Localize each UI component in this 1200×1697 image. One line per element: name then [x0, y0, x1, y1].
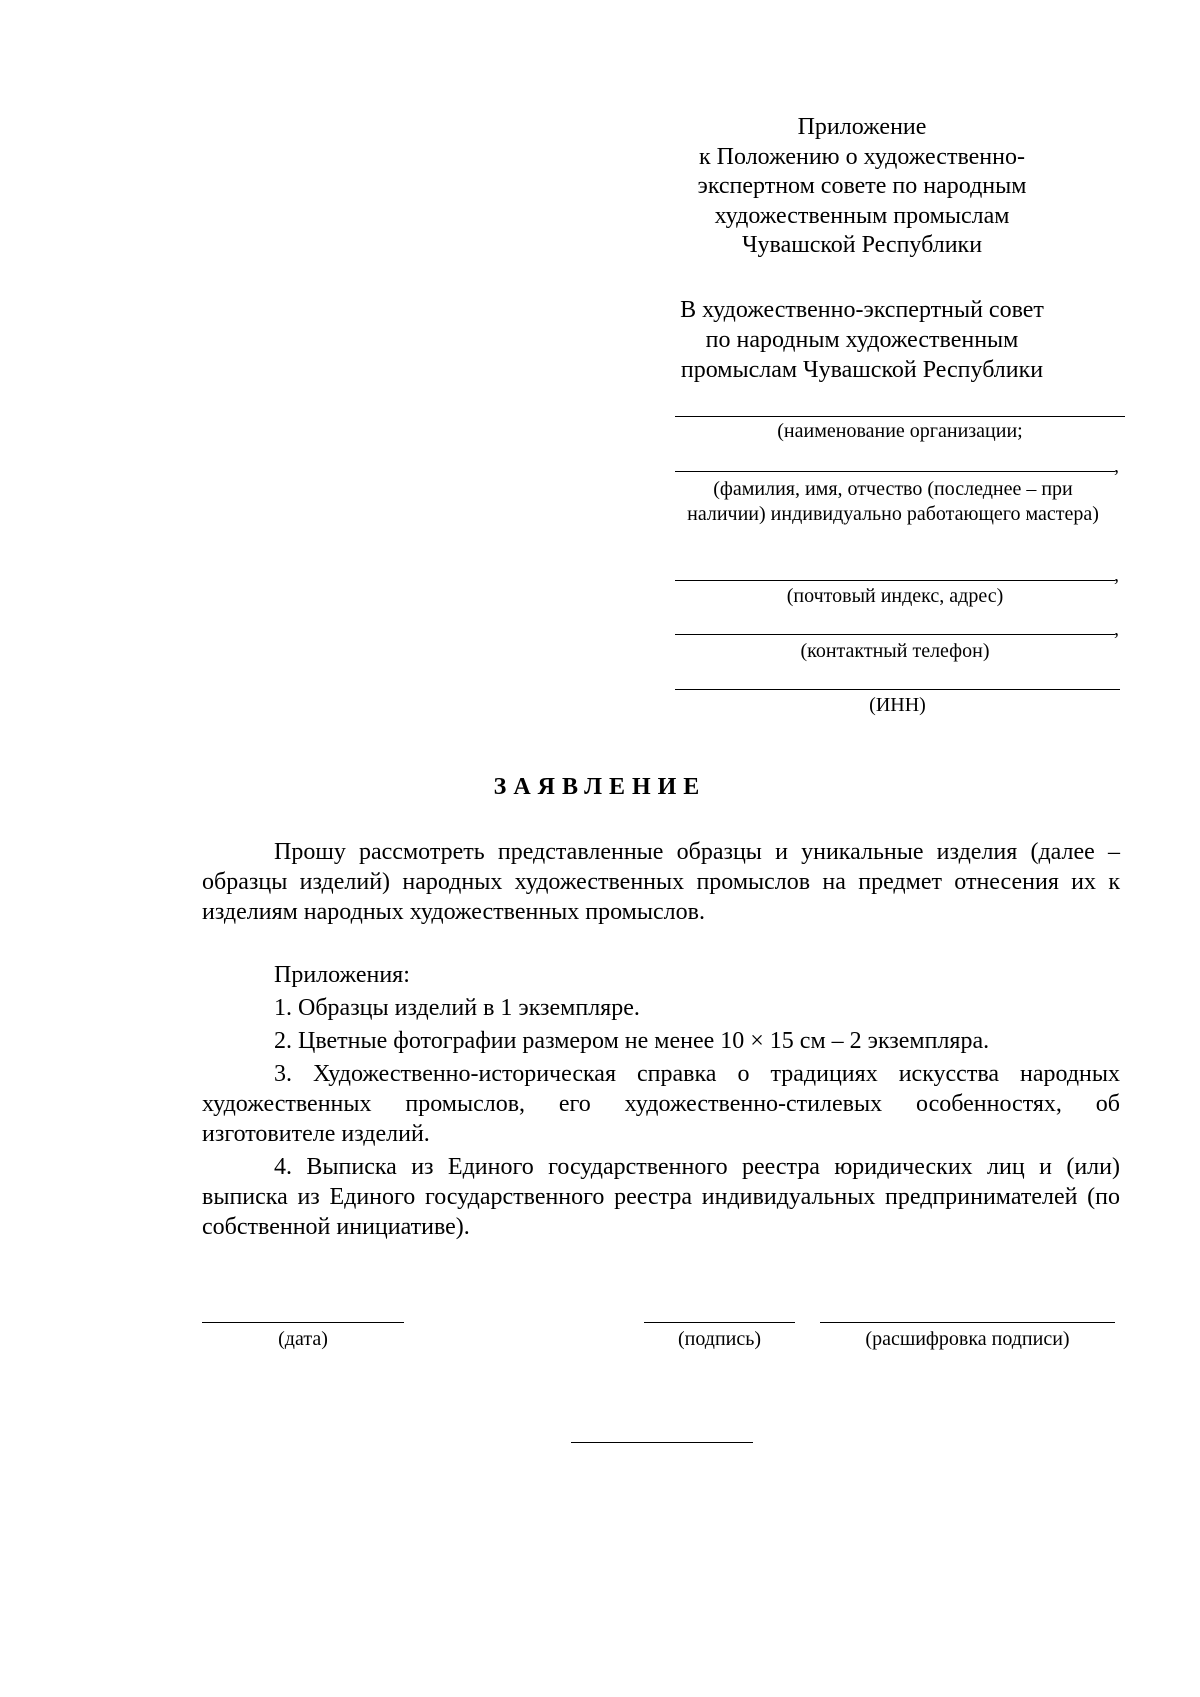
appendix-line: Приложение [797, 114, 927, 140]
attachment-item: 4. Выписка из Единого государственного реестра юридических лиц и (или) выписка из Единого государственного реестра индивидуальных предпринимателей (по собственной инициативе). [202, 1154, 1120, 1240]
appendix-line: экспертном совете по народным [697, 173, 1027, 199]
organization-caption: (наименование организации; [777, 420, 1023, 442]
attachments-heading: Приложения: [274, 962, 410, 988]
attachments-section [202, 960, 1120, 1242]
master-name-comma: , [1114, 455, 1119, 477]
request-text: Прошу рассмотреть представленные образцы и уникальные изделия (далее – образцы изделий) народных художественных промыслов на предмет отнесения их к изделиям народных художественных промыслов. [202, 839, 1120, 925]
signature-line[interactable] [644, 1322, 795, 1323]
address-line[interactable] [675, 580, 1115, 581]
document-title: ЗАЯВЛЕНИЕ [493, 774, 707, 800]
address-comma: , [1114, 564, 1119, 586]
attachment-item: 2. Цветные фотографии размером не менее 10 × 15 см – 2 экземпляра. [274, 1028, 990, 1054]
inn-line[interactable] [675, 689, 1120, 690]
master-name-line[interactable] [675, 471, 1115, 472]
bottom-separator [571, 1442, 753, 1443]
appendix-line: к Положению о художественно- [699, 143, 1025, 170]
addressee-line: промыслам Чувашской Республики [680, 357, 1044, 383]
addressee-line: по народным художественным [705, 327, 1019, 353]
attachment-item: 3. Художественно-историческая справка о традициях искусства народных художественных промыслов, его художественно-стилевых особенностях, об изготовителе изделий. [202, 1061, 1120, 1147]
appendix-line: художественным промыслам [714, 202, 1010, 229]
phone-caption: (контактный телефон) [800, 640, 990, 662]
phone-line[interactable] [675, 634, 1115, 635]
phone-comma: , [1114, 618, 1119, 640]
signature-decoding-line[interactable] [820, 1322, 1115, 1323]
addressee-block [642, 295, 1082, 385]
appendix-header [672, 113, 1052, 261]
addressee-line: В художественно-экспертный совет [680, 297, 1044, 323]
request-paragraph [202, 837, 1120, 927]
signature-decoding-caption: (расшифровка подписи) [865, 1328, 1070, 1350]
date-line[interactable] [202, 1322, 404, 1323]
signature-caption: (подпись) [677, 1328, 762, 1350]
master-name-caption: (фамилия, имя, отчество (последнее – при наличии) индивидуально работающего мастера) [687, 478, 1099, 525]
attachment-item: 1. Образцы изделий в 1 экземпляре. [274, 995, 640, 1021]
organization-line[interactable] [675, 416, 1125, 417]
address-caption: (почтовый индекс, адрес) [786, 585, 1004, 607]
appendix-line: Чувашской Республики [741, 232, 983, 258]
date-caption: (дата) [278, 1328, 328, 1350]
inn-caption: (ИНН) [869, 694, 926, 716]
